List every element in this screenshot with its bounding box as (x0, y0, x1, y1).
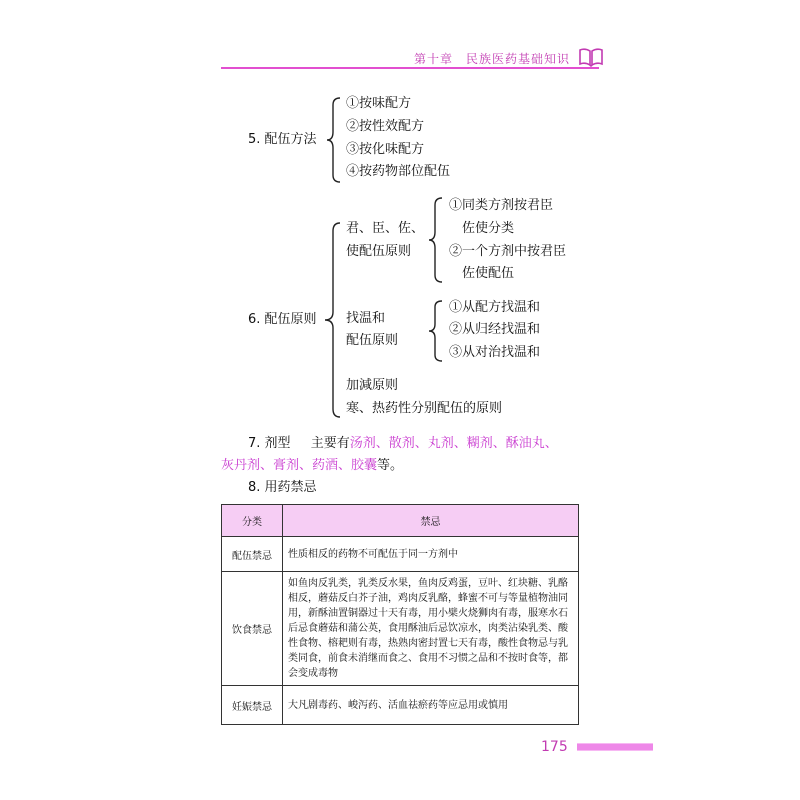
taboo-table (221, 504, 579, 725)
principle-2-item: ①从配方找温和 (449, 300, 541, 315)
table-row (222, 686, 579, 725)
chapter-title: 第十章 民族医药基础知识 (414, 52, 571, 66)
dosage-forms-line-1: 汤剂、散剂、丸剂、糊剂、酥油丸、 (349, 436, 558, 451)
table-cell-category: 饮食禁忌 (222, 572, 283, 686)
section-6-brace (324, 222, 342, 418)
principle-1-brace (428, 197, 444, 283)
principle-1-item: ①同类方剂按君臣 (449, 198, 554, 213)
section-7-suffix: 等。 (377, 458, 404, 473)
principle-1-item: ②一个方剂中按君臣 (449, 244, 567, 259)
principle-2-brace (428, 300, 444, 362)
book-icon (578, 47, 604, 69)
table-header-category: 分类 (222, 505, 283, 537)
method-item: ③按化味配方 (346, 142, 425, 157)
section-7-intro: 主要有 (310, 436, 350, 451)
table-header-row (222, 505, 579, 537)
section-6-heading: 6. 配伍原则 (248, 312, 317, 327)
method-item: ②按性效配方 (346, 119, 425, 134)
principle-1-line: 使配伍原则 (346, 244, 412, 259)
principle-3: 加減原则 (346, 378, 399, 393)
dosage-forms-line-2: 灰丹剂、膏剂、药酒、胶囊 (221, 458, 378, 473)
table-header-taboo: 禁忌 (283, 505, 579, 537)
principle-4: 寒、热药性分别配伍的原则 (346, 401, 503, 416)
principle-2-line: 找温和 (346, 311, 386, 326)
header-rule (221, 67, 599, 69)
table-cell-content: 如鱼肉反乳类，乳类反水果，鱼肉反鸡蛋，豆叶、红块糖、乳酪相反，蘑菇反白芥子油，鸡肉反乳酪，蜂蜜不可与等量植物油同用，新酥油置铜器过十天有毒，用小檗火烧狮肉有毒，服寒水石后忌食蘑菇和蒲公英，食用酥油后忌饮凉水，肉类沾染乳类、酸性食物、榕耙则有毒，热熟肉密封置七天有毒，酸性食物忌与乳类同食，前食未消继而食之、食用不习惯之品和不按时食等，都会变成毒物 (283, 572, 579, 686)
principle-1-item: 佐使配伍 (462, 266, 515, 281)
table-row (222, 572, 579, 686)
table-cell-content: 性质相反的药物不可配伍于同一方剂中 (283, 537, 579, 572)
principle-2-item: ③从对治找温和 (449, 345, 541, 360)
section-8-heading: 8. 用药禁忌 (248, 480, 317, 495)
method-item: ①按味配方 (346, 96, 412, 111)
principle-2-item: ②从归经找温和 (449, 322, 541, 337)
page-number: 175 (541, 739, 568, 755)
section-7-line-1 (248, 436, 558, 452)
table-cell-category: 配伍禁忌 (222, 537, 283, 572)
table-cell-category: 妊娠禁忌 (222, 686, 283, 725)
section-5-heading: 5. 配伍方法 (248, 132, 317, 147)
principle-2-line: 配伍原则 (346, 333, 399, 348)
table-row (222, 537, 579, 572)
section-7-heading: 7. 剂型 (248, 436, 291, 451)
principle-1-item: 佐使分类 (462, 221, 515, 236)
section-7-line-2 (221, 458, 403, 474)
method-item: ④按药物部位配伍 (346, 164, 451, 179)
table-cell-content: 大凡剧毒药、峻泻药、活血祛瘀药等应忌用或慎用 (283, 686, 579, 725)
page-number-bar (577, 743, 653, 751)
section-5-brace (326, 97, 342, 183)
principle-1-line: 君、臣、佐、 (346, 221, 425, 236)
